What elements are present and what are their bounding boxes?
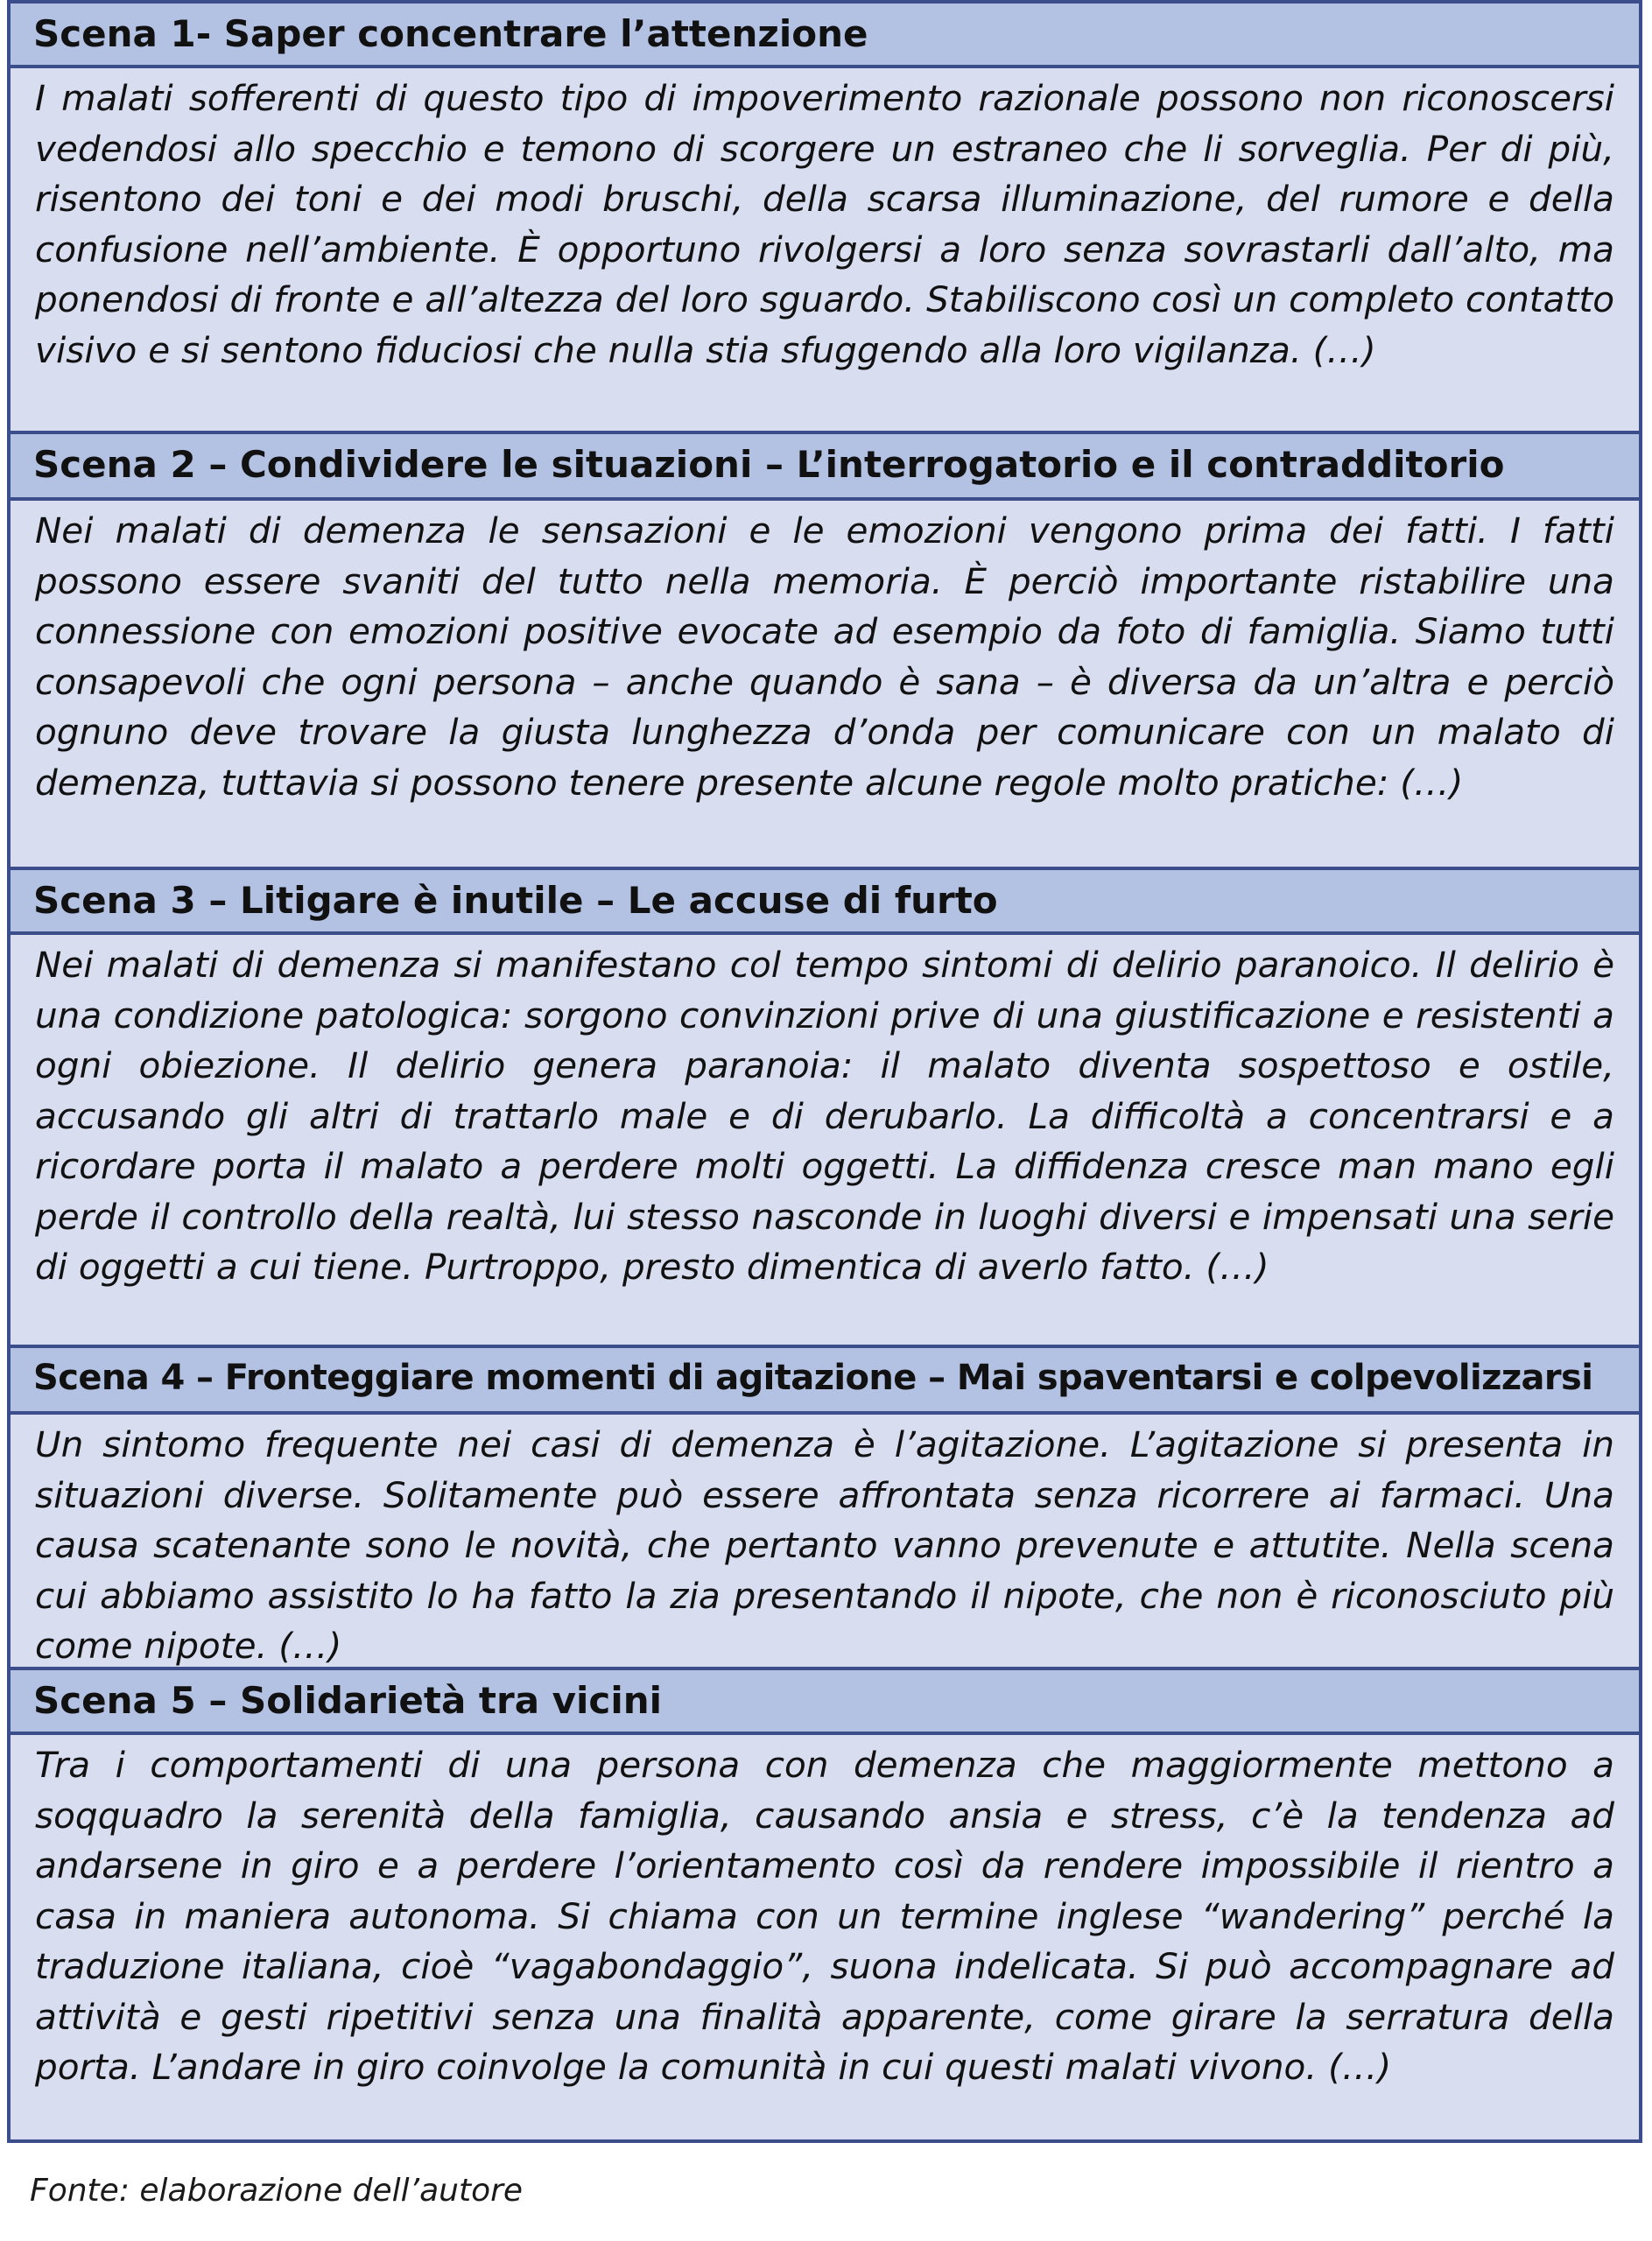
scene-1-title: Scena 1- Saper concentrare l’attenzione [11, 4, 1639, 68]
scene-4-text: Un sintomo frequente nei casi di demenza è l’agitazione. L’agitazione si presenta in situazioni diverse. Solitamente può essere affrontata senza ricorrere ai farmaci. Una causa scatenante sono le novità, che pertanto vanno prevenute e attutite. Nella scena cui abbiamo assistito lo ha fatto la zia presentando il nipote, che non è riconosciuto più come nipote. (…) [11, 1415, 1639, 1670]
scene-5-title: Scena 5 – Solidarietà tra vicini [11, 1670, 1639, 1735]
scene-1-text: I malati sofferenti di questo tipo di impoverimento razionale possono non riconoscersi vedendosi allo specchio e temono di scorgere un estraneo che li sorveglia. Per di più, risentono dei toni e dei modi bruschi, della scarsa illuminazione, del rumore e della confusione nell’ambiente. È opportuno rivolgersi a loro senza sovrastarli dall’alto, ma ponendosi di fronte e all’altezza del loro sguardo. Stabiliscono così un completo contatto visivo e si sentono fiduciosi che nulla stia sfuggendo alla loro vigilanza. (…) [11, 68, 1639, 434]
scene-2-text: Nei malati di demenza le sensazioni e le emozioni vengono prima dei fatti. I fatti possono essere svaniti del tutto nella memoria. È perciò importante ristabilire una connessione con emozioni positive evocate ad esempio da foto di famiglia. Siamo tutti consapevoli che ogni persona – anche quando è sana – è diversa da un’altra e perciò ognuno deve trovare la giusta lunghezza d’onda per comunicare con un malato di demenza, tuttavia si possono tenere presente alcune regole molto pratiche: (…) [11, 501, 1639, 870]
scene-3-text: Nei malati di demenza si manifestano col tempo sintomi di delirio paranoico. Il delirio è una condizione patologica: sorgono convinzioni prive di una giustificazione e resistenti a ogni obiezione. Il delirio genera paranoia: il malato diventa sospettoso e ostile, accusando gli altri di trattarlo male e di derubarlo. La difficoltà a concentrarsi e a ricordare porta il malato a perdere molti oggetti. La diffidenza cresce man mano egli perde il controllo della realtà, lui stesso nasconde in luoghi diversi e impensati una serie di oggetti a cui tiene. Purtroppo, presto dimentica di averlo fatto. (…) [11, 935, 1639, 1348]
source-note: Fonte: elaborazione dell’autore [30, 2173, 524, 2209]
scenes-table [7, 0, 1642, 2143]
scene-3-title: Scena 3 – Litigare è inutile – Le accuse di furto [11, 870, 1639, 935]
scene-5-text: Tra i comportamenti di una persona con demenza che maggiormente mettono a soqquadro la serenità della famiglia, causando ansia e stress, c’è la tendenza ad andarsene in giro e a perdere l’orientamento così da rendere impossibile il rientro a casa in maniera autonoma. Si chiama con un termine inglese “wandering” perché la traduzione italiana, cioè “vagabondaggio”, suona indelicata. Si può accompagnare ad attività e gesti ripetitivi senza una finalità apparente, come girare la serratura della porta. L’andare in giro coinvolge la comunità in cui questi malati vivono. (…) [11, 1735, 1639, 2139]
scene-2-title: Scena 2 – Condividere le situazioni – L’interrogatorio e il contradditorio [11, 434, 1639, 501]
scene-4-title: Scena 4 – Fronteggiare momenti di agitazione – Mai spaventarsi e colpevolizzarsi [11, 1348, 1639, 1415]
